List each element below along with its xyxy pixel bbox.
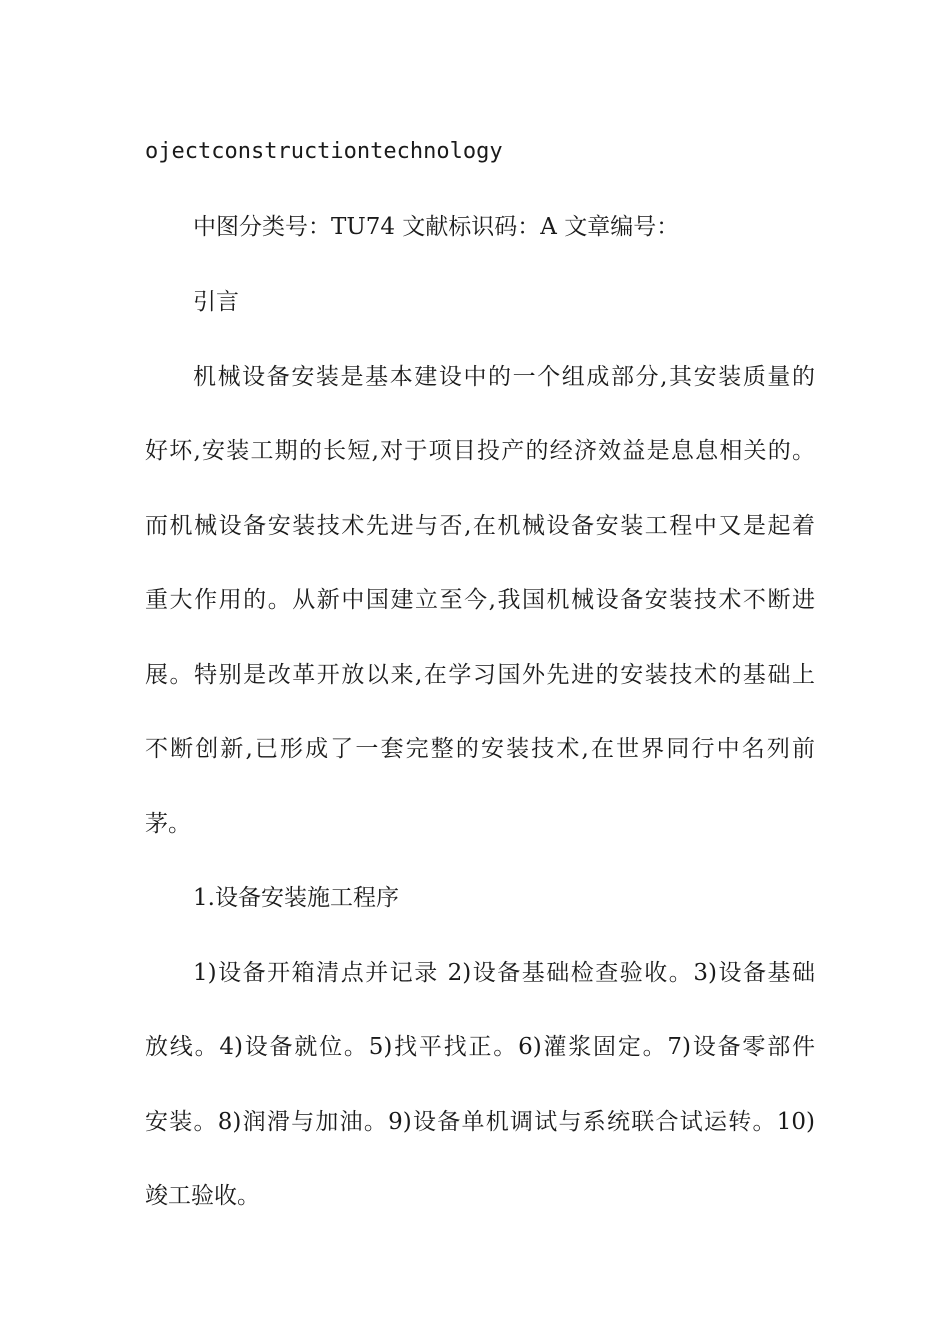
english-title-fragment: ojectconstructiontechnology — [145, 139, 503, 164]
paragraph-line: 竣工验收。 — [145, 1183, 260, 1209]
paragraph-line: 好坏,安装工期的长短,对于项目投产的经济效益是息息相关的。 — [145, 438, 815, 464]
paragraph-line: 不断创新,已形成了一套完整的安装技术,在世界同行中名列前 — [145, 736, 815, 762]
section-heading-introduction: 引言 — [193, 289, 239, 315]
classification-line: 中图分类号：TU74 文献标识码：A 文章编号： — [193, 214, 680, 240]
paragraph-line: 安装。8)润滑与加油。9)设备单机调试与系统联合试运转。10) — [145, 1109, 815, 1135]
paragraph-line: 茅。 — [145, 811, 191, 837]
paragraph-line: 1)设备开箱清点并记录 2)设备基础检查验收。3)设备基础 — [193, 960, 815, 986]
paragraph-line: 放线。4)设备就位。5)找平找正。6)灌浆固定。7)设备零部件 — [145, 1034, 815, 1060]
paragraph-line: 展。特别是改革开放以来,在学习国外先进的安装技术的基础上 — [145, 662, 815, 688]
section-heading-procedure: 1.设备安装施工程序 — [193, 885, 399, 911]
paragraph-line: 重大作用的。从新中国建立至今,我国机械设备安装技术不断进 — [145, 587, 815, 613]
paragraph-line: 机械设备安装是基本建设中的一个组成部分,其安装质量的 — [193, 364, 815, 390]
paragraph-line: 而机械设备安装技术先进与否,在机械设备安装工程中又是起着 — [145, 513, 815, 539]
